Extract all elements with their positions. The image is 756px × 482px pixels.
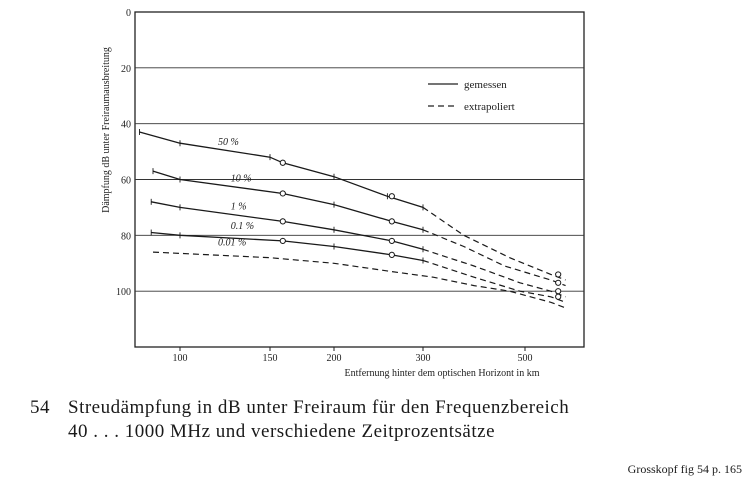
data-point-marker [280,219,285,224]
legend-label: gemessen [464,79,507,91]
y-tick-label: 20 [121,63,131,75]
y-tick-label: 80 [121,231,131,243]
data-point-marker [389,252,394,257]
x-tick-label: 200 [326,353,342,364]
data-point-marker [389,219,394,224]
series-line-extrapolated [423,207,566,280]
x-tick-label: 150 [262,353,278,364]
x-axis-title: Entfernung hinter dem optischen Horizont in km [344,368,540,379]
data-point-marker [389,238,394,243]
series-line-extrapolated [423,230,566,286]
series-label: 0.1 % [230,220,255,232]
data-point-marker [556,294,561,299]
series-line-extrapolated [423,249,566,296]
y-tick-label: 0 [126,8,131,19]
caption-number: 54 [30,397,50,418]
x-tick-label: 500 [517,353,533,364]
series-line-measured [151,202,423,250]
y-tick-label: 40 [121,119,131,131]
series-line-extrapolated [423,261,566,303]
x-tick-label: 100 [172,353,188,364]
data-point-marker [280,191,285,196]
x-tick-label: 300 [415,353,431,364]
data-point-marker [280,160,285,165]
data-point-marker [556,272,561,277]
series-label: 50 % [218,137,239,149]
caption-line-1: Streudämpfung in dB unter Freiraum für den Frequenzbereich [68,397,570,418]
series-line-extrapolated [153,252,566,308]
y-tick-label: 100 [116,287,131,299]
data-point-marker [389,194,394,199]
source-reference: Grosskopf fig 54 p. 165 [627,462,742,476]
series-label: 0.01 % [218,237,247,249]
legend-label: extrapoliert [464,101,515,113]
series-line-measured [151,233,423,261]
caption-line-2: 40 . . . 1000 MHz und verschiedene Zeitprozentsätze [68,421,496,442]
data-point-marker [280,238,285,243]
figure-caption [30,396,569,444]
series-label: 1 % [230,201,247,213]
data-point-marker [556,280,561,285]
y-axis-title: Dämpfung dB unter Freiraumausbreitung [101,47,112,213]
y-tick-label: 60 [121,175,131,187]
series-label: 10 % [230,173,252,185]
data-point-marker [556,289,561,294]
